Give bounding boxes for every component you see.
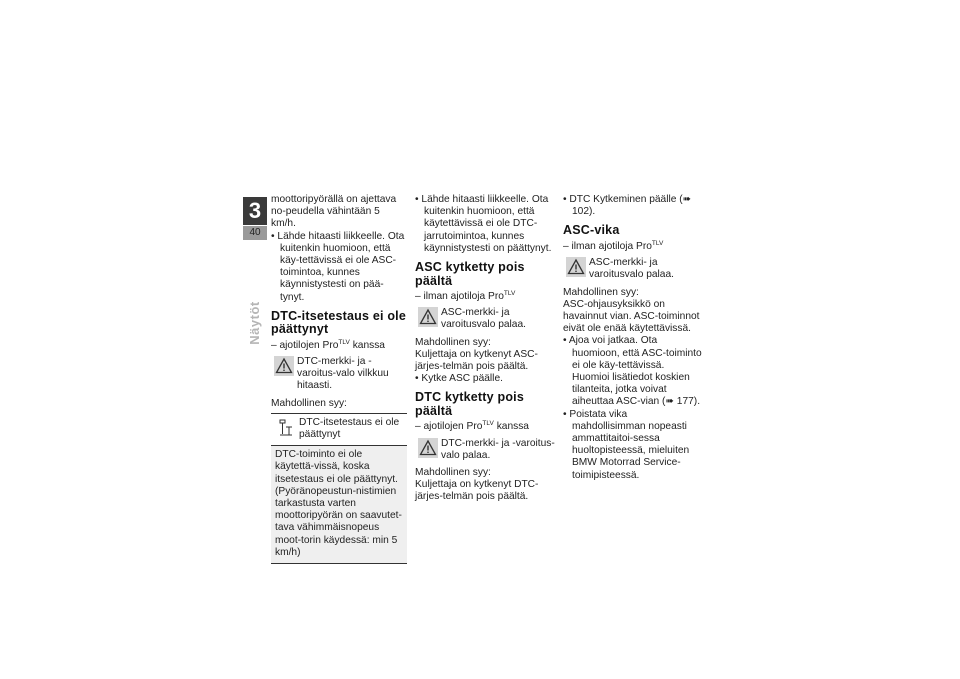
bullet-item: • Kytke ASC päälle. <box>415 373 503 385</box>
cause-label: Mahdollinen syy: <box>563 286 639 298</box>
info-box-text: DTC-toiminto ei ole käytettä-vissä, koska itsetestaus ei ole päättynyt. (Pyöränopeustun-nistimien tarkastusta varten moottoripyörän on saavutet-tava vähimmäisnopeus moot-torin käydessä: min 5 km/h) <box>275 449 402 558</box>
condition-superscript: TLV <box>503 290 516 298</box>
info-box-body <box>271 446 407 563</box>
bullet-item: • Lähde hitaasti liikkeelle. Ota kuitenkin huomioon, että käy-tettävissä ei ole ASC-toimintoa, kunnes käynnistystesti on pää-tynyt. <box>271 230 405 303</box>
warning-text: DTC-merkki- ja -varoitus-valo vilkkuu hitaasti. <box>297 356 389 392</box>
section-heading: ASC kytketty pois päältä <box>415 260 525 288</box>
condition-line <box>271 340 407 352</box>
warning-triangle-icon <box>566 257 586 277</box>
bullet-item: • Poistata vika mahdollisimman nopeasti ammattitaitoi-sessa huoltopisteessä, mieluiten BMW Motorrad Service-toimipisteessä. <box>563 408 690 481</box>
paragraph: moottoripyörällä on ajettava no-peudella vähintään 5 km/h. <box>271 194 397 230</box>
condition-text: – ilman ajotiloja Pro <box>415 291 504 303</box>
paragraph: Kuljettaja on kytkenyt ASC-järjes-telmän pois päältä. <box>415 348 538 373</box>
info-box-header <box>271 414 407 446</box>
warning-triangle-icon <box>418 307 438 327</box>
paragraph: Kuljettaja on kytkenyt DTC-järjes-telmän pois päältä. <box>415 479 539 503</box>
info-box <box>271 413 407 564</box>
condition-line <box>563 241 703 253</box>
warning-text: ASC-merkki- ja varoitusvalo palaa. <box>441 307 526 331</box>
warning-note <box>415 307 555 331</box>
condition-line <box>415 291 555 303</box>
condition-text: – ajotilojen Pro <box>415 421 483 433</box>
condition-text: – ajotilojen Pro <box>271 339 339 351</box>
chapter-number: 3 <box>243 197 267 225</box>
condition-suffix: kanssa <box>493 421 529 433</box>
warning-text: DTC-merkki- ja -varoitus-valo palaa. <box>441 437 555 461</box>
warning-note <box>271 356 407 393</box>
cause-label: Mahdollinen syy: <box>415 336 491 348</box>
section-heading: ASC-vika <box>563 223 620 238</box>
condition-superscript: TLV <box>651 239 664 247</box>
condition-superscript: TLV <box>482 420 494 428</box>
warning-note <box>563 257 703 281</box>
condition-line <box>415 421 555 433</box>
warning-note <box>415 438 555 462</box>
section-label: Näytöt <box>247 301 262 345</box>
column-3 <box>563 194 703 482</box>
column-2 <box>415 194 555 504</box>
warning-text: ASC-merkki- ja varoitusvalo palaa. <box>589 257 674 281</box>
bullet-item: • Ajoa voi jatkaa. Ota huomioon, että ASC-toiminto ei ole käy-tettävissä. Huomioi lisätiedot koskien tilanteita, jotka voivat aiheuttaa ASC-vian (➠ 177). <box>563 335 702 408</box>
condition-suffix: kanssa <box>349 339 385 351</box>
cause-label: Mahdollinen syy: <box>415 467 491 479</box>
warning-triangle-icon <box>418 438 438 458</box>
cause-label: Mahdollinen syy: <box>271 397 347 409</box>
bullet-item: • Lähde hitaasti liikkeelle. Ota kuitenkin huomioon, että käytettävissä ei ole DTC-jarrutoimintoa, kunnes käynnistystesti on päättynyt. <box>415 194 552 254</box>
section-heading: DTC kytketty pois päältä <box>415 390 524 418</box>
selftest-indicator-icon <box>279 418 293 438</box>
bullet-item: • DTC Kytkeminen päälle (➠ 102). <box>563 194 692 218</box>
paragraph: ASC-ohjausyksikkö on havainnut vian. ASC-toiminnot eivät ole enää käytettävissä. <box>563 298 700 335</box>
section-heading: DTC-itsetestaus ei ole päättynyt <box>271 308 406 337</box>
column-1 <box>271 194 407 564</box>
warning-triangle-icon <box>274 356 294 376</box>
condition-text: – ilman ajotiloja Pro <box>563 240 652 252</box>
info-box-title: DTC-itsetestaus ei ole päättynyt <box>299 416 400 441</box>
page-number: 40 <box>243 226 267 240</box>
condition-superscript: TLV <box>338 338 350 346</box>
